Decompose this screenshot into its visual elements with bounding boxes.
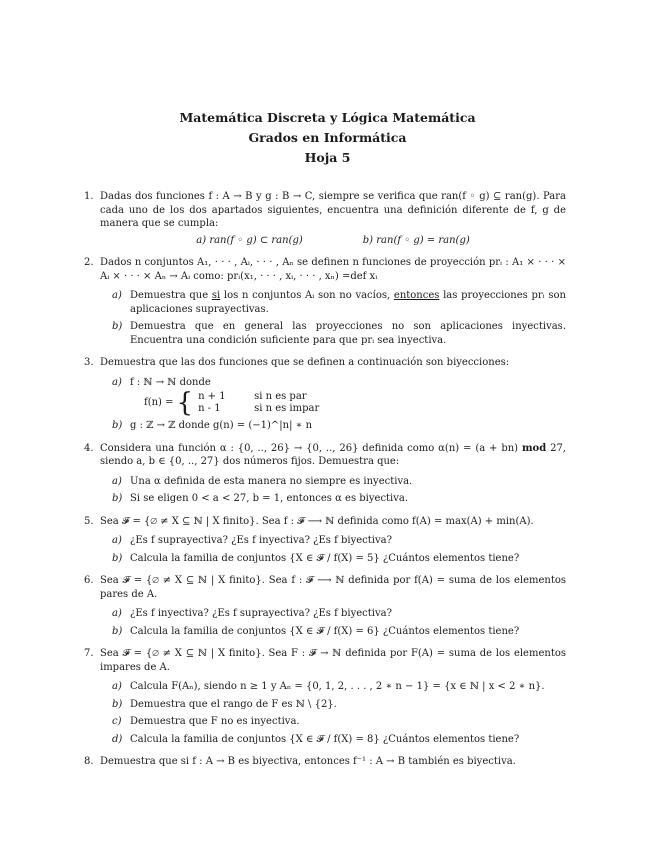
option-label: b)	[362, 234, 374, 246]
subitem-a	[104, 534, 566, 548]
subitems	[100, 680, 566, 746]
subitem-text: Demuestra que F no es inyectiva.	[130, 716, 300, 727]
subitem-label: c)	[112, 716, 122, 727]
problem-text-post: 27, siendo a, b ∈ {0, .., 27} dos números fijos. Demuestra que:	[100, 442, 566, 467]
problem-5	[84, 515, 566, 566]
case-condition: si n es par	[254, 391, 307, 402]
subitem-label: b)	[112, 420, 123, 431]
subitem-label: d)	[112, 733, 123, 745]
subitem-text: Calcula la familia de conjuntos {X ∈ 𝓕 / f(X) = 8} ¿Cuántos elementos tiene?	[130, 733, 520, 745]
piecewise-lhs: f(n) =	[144, 397, 174, 409]
problem-3	[84, 356, 566, 433]
option-label: a)	[196, 234, 207, 246]
subitem-label: a)	[112, 376, 122, 388]
subitem-underlined-entonces: entonces	[393, 290, 440, 301]
problem-1	[84, 190, 566, 247]
subitem-label: a)	[112, 681, 122, 692]
subitem-label: b)	[112, 552, 123, 564]
subitem-label: b)	[112, 493, 123, 504]
subitem-b	[104, 552, 566, 566]
option-a	[196, 234, 303, 248]
subitems	[100, 376, 566, 433]
problem-text: Demuestra que las dos funciones que se definen a continuación son biyecciones:	[100, 357, 510, 368]
subitem-text: ¿Es f inyectiva? ¿Es f suprayectiva? ¿Es f biyectiva?	[130, 608, 392, 619]
case-lines	[198, 391, 319, 415]
subitem-a	[104, 289, 566, 316]
case-odd	[198, 403, 319, 415]
subitems	[100, 534, 566, 565]
subitem-text-post: las proyecciones prᵢ son aplicaciones suprayectivas.	[130, 290, 566, 315]
problem-number: 8.	[84, 756, 94, 767]
problem-number: 1.	[84, 191, 94, 202]
problem-2	[84, 256, 566, 347]
subitem-c	[104, 715, 566, 729]
option-b	[363, 234, 470, 248]
subitem-b	[104, 492, 566, 506]
left-brace: {	[176, 388, 194, 418]
subitem-text: g : ℤ → ℤ donde g(n) = (−1)^|n| ∗ n	[130, 420, 313, 431]
piecewise-definition	[144, 388, 566, 418]
problem-list	[84, 190, 566, 778]
problem-number: 2.	[84, 257, 94, 268]
subitem-label: b)	[112, 625, 123, 637]
subitems	[100, 475, 566, 506]
problem-7	[84, 647, 566, 746]
subitem-b	[104, 698, 566, 712]
case-value: n - 1	[198, 403, 221, 414]
subitem-label: b)	[112, 698, 123, 710]
subitems	[100, 289, 566, 347]
course-title: Matemática Discreta y Lógica Matemática	[179, 110, 476, 125]
subitem-a	[104, 607, 566, 621]
subitem-d	[104, 733, 566, 747]
subitem-text: Calcula F(Aₙ), siendo n ≥ 1 y Aₙ = {0, 1, 2, . . . , 2 ∗ n − 1} = {x ∈ ℕ | x < 2 ∗ n}.	[130, 681, 545, 692]
subitem-a	[104, 680, 566, 694]
problem-text	[100, 442, 566, 469]
case-even	[198, 391, 319, 403]
problem-number: 3.	[84, 357, 94, 368]
case-condition: si n es impar	[254, 403, 320, 414]
problem-text: Dados n conjuntos A₁, · · · , Aᵢ, · · · , Aₙ se definen n funciones de proyección prᵢ : A₁ × · · · × Aᵢ × · · · × Aₙ → Aᵢ como: prᵢ(x₁, · · · , xᵢ, · · · , xₙ) =def xᵢ	[100, 257, 566, 282]
subitem-label: b)	[112, 321, 123, 332]
subitem-a	[104, 376, 566, 416]
subitem-text: Demuestra que en general las proyecciones no son aplicaciones inyectivas. Encuentra una condición suficiente para que prᵢ sea inyectiva.	[130, 321, 566, 346]
subitem-label: a)	[112, 535, 122, 546]
problem-text-pre: Considera una función α : {0, .., 26} → {0, .., 26} definida como α(n) = (a + bn)	[100, 442, 522, 454]
subitems	[100, 607, 566, 638]
subitem-text: f : ℕ → ℕ donde	[130, 376, 211, 388]
option-text: ran(f ◦ g) = ran(g)	[376, 234, 470, 246]
subitem-text: Calcula la familia de conjuntos {X ∈ 𝓕 / f(X) = 5} ¿Cuántos elementos tiene?	[130, 552, 520, 564]
document-header	[0, 108, 655, 168]
subitem-text: Si se eligen 0 < a < 27, b = 1, entonces α es biyectiva.	[130, 493, 409, 504]
degree-title: Grados en Informática	[248, 130, 407, 145]
problem-4	[84, 442, 566, 506]
subitem-text: Demuestra que el rango de F es ℕ \ {2}.	[130, 698, 337, 710]
problem-number: 6.	[84, 575, 94, 586]
subitem-label: a)	[112, 475, 122, 487]
problem-text: Sea 𝓕 = {∅ ≠ X ⊆ ℕ | X finito}. Sea F : 𝓕 → ℕ definida por F(A) = suma de los elementos impares de A.	[100, 648, 566, 673]
subitem-b	[104, 419, 566, 433]
mod-operator: mod	[521, 442, 547, 454]
problem-number: 5.	[84, 515, 94, 527]
subitem-text-pre: Demuestra que	[130, 290, 212, 301]
problem-6	[84, 574, 566, 638]
subitem-a	[104, 475, 566, 489]
case-value: n + 1	[198, 391, 226, 402]
problem-1-options	[100, 234, 566, 248]
subitem-underlined-si: si	[211, 290, 221, 301]
problem-8	[84, 755, 566, 769]
subitem-text: ¿Es f suprayectiva? ¿Es f inyectiva? ¿Es f biyectiva?	[130, 535, 392, 546]
problem-text: Sea 𝓕 = {∅ ≠ X ⊆ ℕ | X finito}. Sea f : 𝓕 ⟶ ℕ definida como f(A) = max(A) + min(A).	[100, 515, 534, 527]
subitem-b	[104, 625, 566, 639]
problem-text: Demuestra que si f : A → B es biyectiva, entonces f⁻¹ : A → B también es biyectiva.	[100, 756, 516, 767]
problem-text: Dadas dos funciones f : A → B y g : B → C, siempre se verifica que ran(f ◦ g) ⊆ ran(g). Para cada uno de los dos apartados siguientes, encuentra una definición diferente de f, g de manera que se cumpla:	[100, 191, 566, 229]
problem-number: 4.	[84, 442, 94, 454]
sheet-title: Hoja 5	[304, 150, 351, 165]
subitem-b	[104, 320, 566, 347]
problem-text: Sea 𝓕 = {∅ ≠ X ⊆ ℕ | X finito}. Sea f : 𝓕 ⟶ ℕ definida por f(A) = suma de los elementos pares de A.	[100, 575, 566, 600]
subitem-text-mid: los n conjuntos Aᵢ son no vacíos,	[220, 290, 394, 301]
subitem-text: Calcula la familia de conjuntos {X ∈ 𝓕 / f(X) = 6} ¿Cuántos elementos tiene?	[130, 625, 520, 637]
option-text: ran(f ◦ g) ⊂ ran(g)	[209, 234, 303, 246]
subitem-label: a)	[112, 290, 122, 301]
problem-number: 7.	[84, 648, 94, 659]
subitem-label: a)	[112, 608, 122, 619]
subitem-text: Una α definida de esta manera no siempre es inyectiva.	[130, 475, 413, 487]
